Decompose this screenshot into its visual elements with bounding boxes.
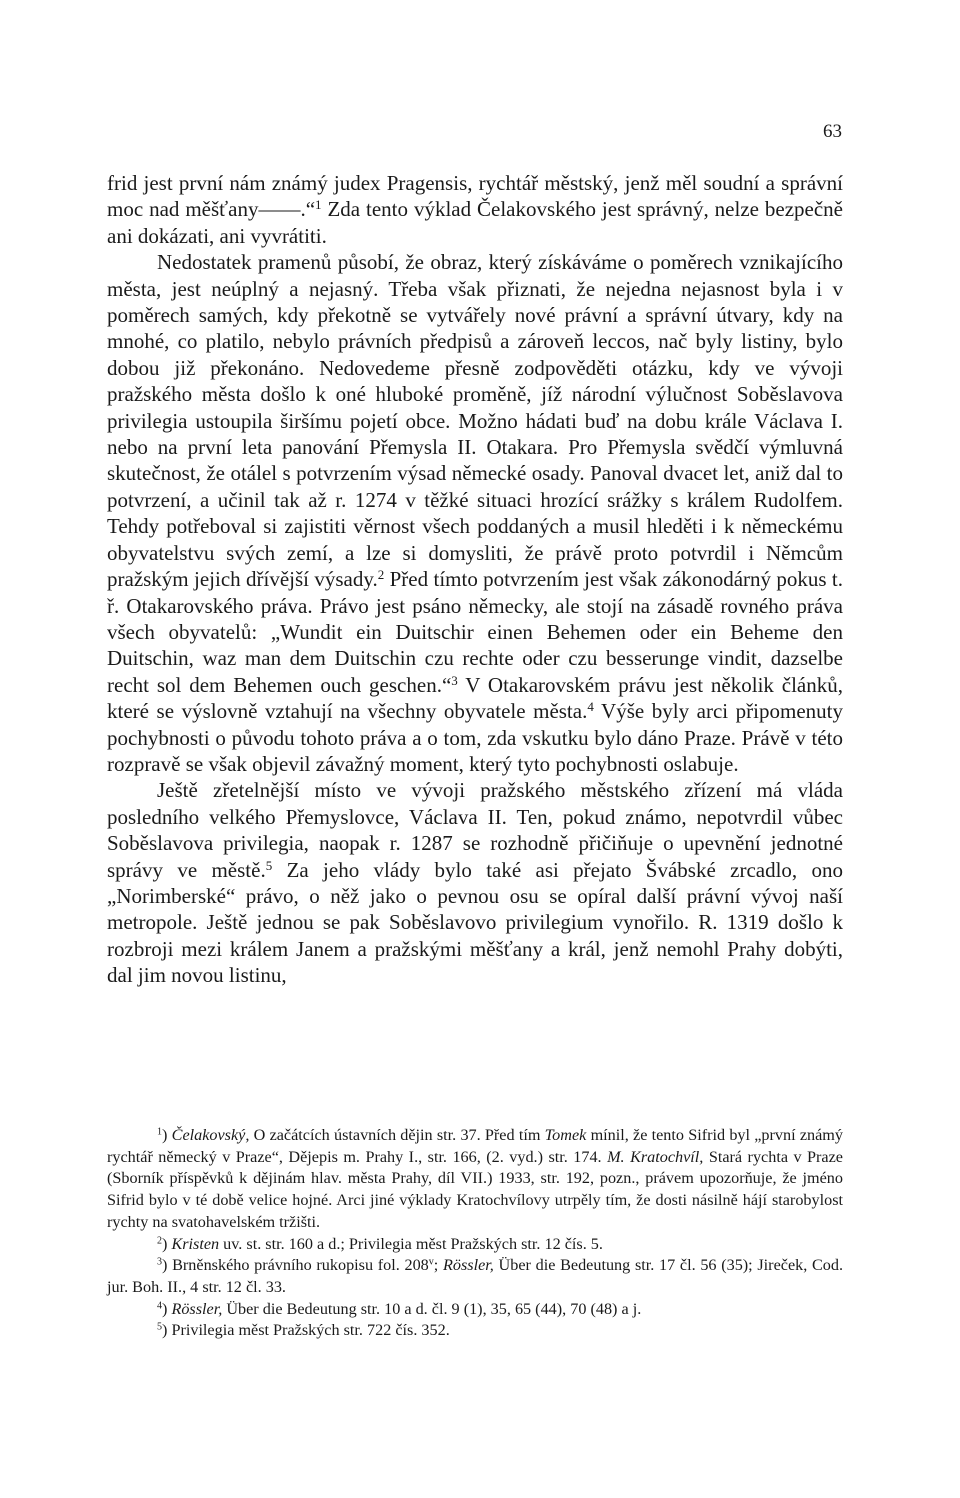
text-run: ) bbox=[162, 1126, 172, 1144]
footnote-ref: 1 bbox=[315, 197, 322, 213]
page-number: 63 bbox=[823, 121, 842, 142]
text-run: ; bbox=[433, 1256, 444, 1275]
text-run: V Otakarovském právu jest několik článků, které se výslovně vztahují na všechny obyvatele města. bbox=[107, 672, 843, 724]
italic-text: Rössler, bbox=[171, 1299, 223, 1318]
footnote-ref: 2 bbox=[157, 1235, 163, 1246]
italic-text: Kristen bbox=[171, 1234, 220, 1253]
text-run: Před tímto potvrzením jest však zákonodárný pokus t. ř. Otakarovského práva. Právo jest psáno německy, ale stojí na zásadě rovného práva všech obyvatelů: „Wundit ein Duitschir einen Behemen oder ein Beheme den Duitschin, waz man dem Duitschin czu rechte oder czu besserunge vindit, dazselbe recht sol dem Behemen ouch geschen.“ bbox=[107, 567, 844, 697]
footnote bbox=[107, 1255, 843, 1298]
footnote bbox=[107, 1299, 843, 1321]
footnote-ref: 4 bbox=[157, 1300, 163, 1312]
italic-text: Rössler, bbox=[443, 1256, 494, 1275]
footnote-ref: 5 bbox=[157, 1321, 163, 1333]
text-run: mínil, že tento Sifrid byl „první známý rychtář německý v Praze“, Dějepis m. Prahy I., str. 166, (2. vyd.) str. 174. bbox=[107, 1126, 843, 1166]
footnote-ref: 1 bbox=[157, 1126, 163, 1138]
footnotes bbox=[107, 1125, 843, 1342]
text-run: ) bbox=[162, 1299, 172, 1318]
footnote-ref: 2 bbox=[377, 566, 385, 582]
paragraph bbox=[107, 170, 843, 249]
text-run: Über die Bedeutung str. 10 a d. čl. 9 (1), 35, 65 (44), 70 (48) a j. bbox=[222, 1299, 642, 1318]
text-run: Výše byly arci připomenuty pochybnosti o původu tohoto práva a o tom, zda vskutku bylo dáno Praze. Právě v této rozpravě se však objevil závažný moment, který tyto pochybnosti oslabuje. bbox=[107, 699, 843, 776]
footnote-ref: 5 bbox=[265, 857, 273, 873]
footnote-ref: 3 bbox=[157, 1256, 163, 1268]
text-run: uv. st. str. 160 a d.; Privilegia měst Pražských str. 12 čís. 5. bbox=[219, 1234, 603, 1253]
paragraph bbox=[107, 777, 843, 988]
footnote bbox=[107, 1320, 843, 1342]
footnote-ref: v bbox=[428, 1256, 434, 1268]
text-run: ) Brněnského právního rukopisu fol. 208 bbox=[162, 1256, 429, 1275]
body-text bbox=[107, 170, 843, 989]
text-run: Ještě zřetelnější místo ve vývoji pražského městského zřízení má vláda posledního velkého Přemyslovce, Václava II. Ten, pokud známo, nepotvrdil vůbec Soběslavova privilegia, naopak r. 1287 se rozhodně přičiňuje o upevnění jednotné správy ve městě. bbox=[107, 778, 843, 882]
text-run: Stará rychta v Praze (Sborník příspěvků k dějinám hlav. města Prahy, díl VII.) 1933, str. 192, pozn., právem upozorňuje, že jméno Sifrid bylo v té době velice hojné. Arci jiné výklady Kratochvílovy utrpěly tím, že dosti násilně hájí starobylost rychty na svatohavelském tržišti. bbox=[107, 1147, 843, 1231]
text-run: ) bbox=[162, 1234, 172, 1253]
italic-text: M. Kratochvíl, bbox=[607, 1147, 704, 1166]
text-run: Nedostatek pramenů působí, že obraz, který získáváme o poměrech vznikajícího města, jest neúplný a nejasný. Třeba však přiznati, že nejedna nejasnost byla i v poměrech samých, kdy překotně se vytvářely nové právní a správní útvary, kdy na mnohé, co platilo, nebylo právních předpisů a zároveň leccos, nač byly listiny, bylo dobou již překonáno. Nedovedeme přesně zodpověděti otázku, kdy ve vývoji pražského města došlo k oné hluboké proměně, jíž národní výlučnost Soběslavova privilegia ustoupila širšímu pojetí obce. Možno hádati buď na dobu krále Václava I. nebo na první leta panování Přemysla II. Otakara. Pro Přemysla svědčí výmluvná skutečnost, že otálel s potvrzením výsad německé osady. Panoval dvacet let, aniž dal to potvrzení, a učinil tak až r. 1274 v těžké situaci hrozící srážky s králem Rudolfem. Tehdy potřeboval si zajistiti věrnost všech poddaných a musil hleděti i k německému obyvatelstvu svých zemí, a lze si domysliti, že právě proto potvrdil i Němcům pražským jejich dřívější výsady. bbox=[107, 250, 843, 592]
italic-text: Tomek bbox=[544, 1126, 587, 1144]
italic-text: Čelakovský, bbox=[171, 1126, 250, 1144]
text-run: ) Privilegia měst Pražských str. 722 čís. 352. bbox=[162, 1321, 450, 1340]
footnote bbox=[107, 1125, 843, 1234]
text-run: Über die Bedeutung str. 17 čl. 56 (35); Jireček, Cod. jur. Boh. II., 4 str. 12 čl. 33. bbox=[107, 1256, 844, 1296]
footnote-ref: 4 bbox=[587, 698, 594, 714]
footnote bbox=[107, 1234, 843, 1256]
text-run: frid jest první nám známý judex Pragensis, rychtář městský, jenž měl soudní a správní moc nad měšťany——.“ bbox=[107, 171, 843, 222]
text-run: O začátcích ústavních dějin str. 37. Před tím bbox=[249, 1126, 545, 1144]
text-run: Za jeho vlády bylo také asi přejato Švábské zrcadlo, ono „Norimberské“ právo, o něž jako o pevnou osu se opíral další právní vývoj naší metropole. Ještě jednou se pak Soběslavovo privilegium vynořilo. R. 1319 došlo k rozbroji mezi králem Janem a pražskými měšťany a král, jenž nemohl Prahy dobýti, dal jim novou listinu, bbox=[107, 857, 844, 988]
paragraph bbox=[107, 249, 843, 777]
footnote-ref: 3 bbox=[451, 672, 458, 688]
text-run: Zda tento výklad Čelakovského jest správný, nelze bezpečně ani dokázati, ani vyvrátiti. bbox=[107, 197, 843, 248]
